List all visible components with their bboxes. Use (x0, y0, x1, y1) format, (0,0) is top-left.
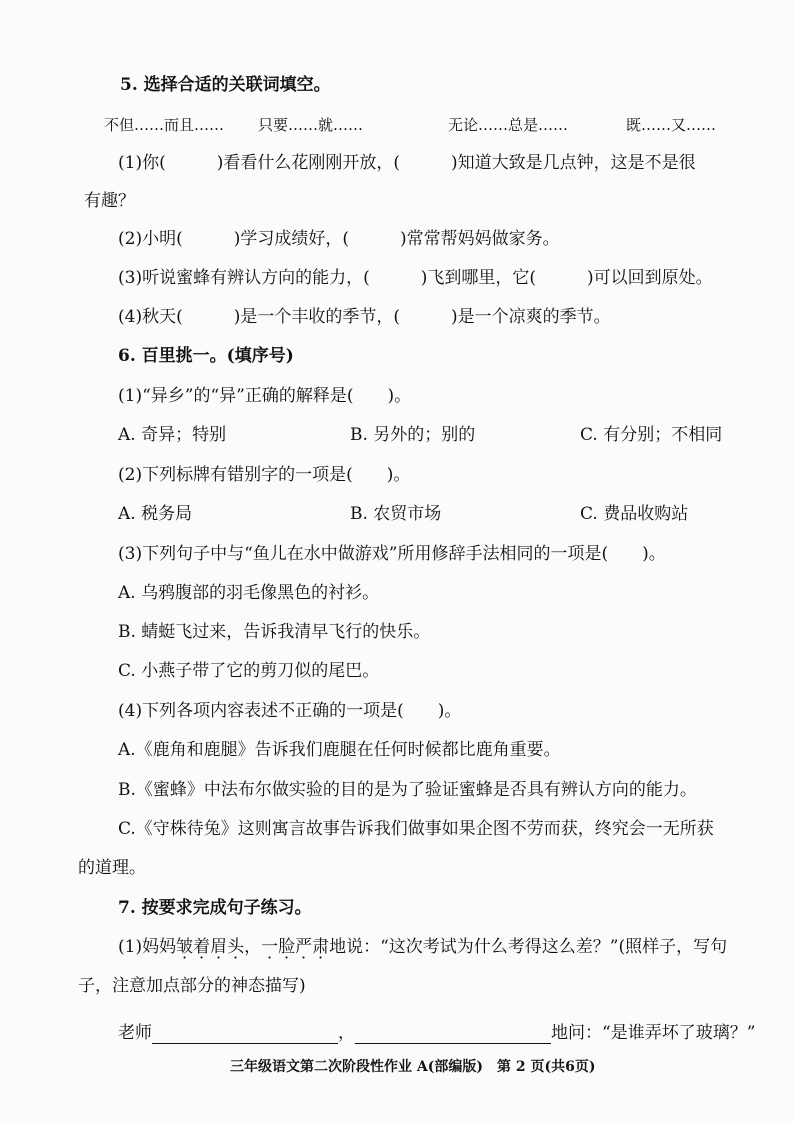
q6-s1-option-b: B. 另外的；别的 (350, 425, 476, 445)
q5-item-4: (4)秋天( )是一个丰收的季节，( )是一个凉爽的季节。 (118, 307, 611, 327)
answer-blank-1[interactable] (152, 1026, 338, 1044)
q7-s1-answer-line (118, 1022, 755, 1044)
q7-title: 7. 按要求完成句子练习。 (118, 898, 312, 918)
q5-title: 5. 选择合适的关联词填空。 (120, 75, 331, 95)
q6-s2-option-a: A. 税务局 (118, 504, 193, 524)
q6-s4-question: (4)下列各项内容表述不正确的一项是( )。 (118, 701, 462, 721)
q6-s3-question: (3)下列句子中与“鱼儿在水中做游戏”所用修辞手法相同的一项是( )。 (118, 544, 666, 564)
answer-suffix: 地问：“是谁弄坏了玻璃？” (551, 1023, 756, 1043)
q7-s1-instruction-cont: 子，注意加点部分的神态描写) (78, 976, 306, 996)
q6-s4-option-b: B.《蜜蜂》中法布尔做实验的目的是为了验证蜜蜂是否具有辨认方向的能力。 (118, 780, 697, 800)
page-footer: 三年级语文第二次阶段性作业 A(部编版) 第 2 页(共6页) (230, 1059, 596, 1075)
word-option: 无论……总是…… (448, 116, 569, 134)
q6-s2-option-b: B. 农贸市场 (350, 504, 442, 524)
q6-s1-question: (1)“异乡”的“异”正确的解释是( )。 (118, 386, 412, 406)
q7-s1-suffix: 地说：“这次考试为什么考得这么差？”(照样子，写句 (329, 937, 728, 957)
q6-s3-option-c: C. 小燕子带了它的剪刀似的尾巴。 (118, 661, 380, 681)
q5-item-3: (3)听说蜜蜂有辨认方向的能力，( )飞到哪里，它( )可以回到原处。 (118, 268, 713, 288)
q6-s4-option-c-cont: 的道理。 (78, 858, 146, 878)
q7-s1-comma: ， (244, 937, 262, 957)
q5-item-1-cont: 有趣？ (84, 191, 135, 211)
answer-comma: ， (338, 1023, 355, 1043)
q6-s3-option-b: B. 蜻蜓飞过来，告诉我清早飞行的快乐。 (118, 622, 431, 642)
q5-item-1: (1)你( )看看什么花刚刚开放，( )知道大致是几点钟，这是不是很 (118, 153, 696, 173)
dotted-expression-frown: 皱着眉头 (176, 937, 245, 957)
q6-s1-option-c: C. 有分别；不相同 (580, 425, 723, 445)
q6-s2-option-c: C. 费品收购站 (580, 504, 689, 524)
q6-s4-option-a: A.《鹿角和鹿腿》告诉我们鹿腿在任何时候都比鹿角重要。 (118, 740, 561, 760)
q6-s1-option-a: A. 奇异；特别 (118, 425, 227, 445)
q6-s2-question: (2)下列标牌有错别字的一项是( )。 (118, 465, 411, 485)
word-option: 既……又…… (626, 116, 717, 134)
q6-s3-option-a: A. 乌鸦腹部的羽毛像黑色的衬衫。 (118, 583, 380, 603)
answer-blank-2[interactable] (355, 1026, 551, 1044)
q5-item-2: (2)小明( )学习成绩好，( )常常帮妈妈做家务。 (118, 229, 560, 249)
word-option: 不但……而且…… (104, 116, 225, 134)
q7-s1-prefix: (1)妈妈 (118, 937, 177, 957)
q7-s1-instruction (118, 936, 727, 958)
word-option: 只要……就…… (258, 116, 364, 134)
dotted-expression-serious: 一脸严肃 (261, 937, 330, 957)
answer-prefix: 老师 (118, 1023, 152, 1043)
q6-s4-option-c: C.《守株待兔》这则寓言故事告诉我们做事如果企图不劳而获，终究会一无所获 (118, 819, 714, 839)
q6-title: 6. 百里挑一。(填序号) (118, 346, 294, 366)
